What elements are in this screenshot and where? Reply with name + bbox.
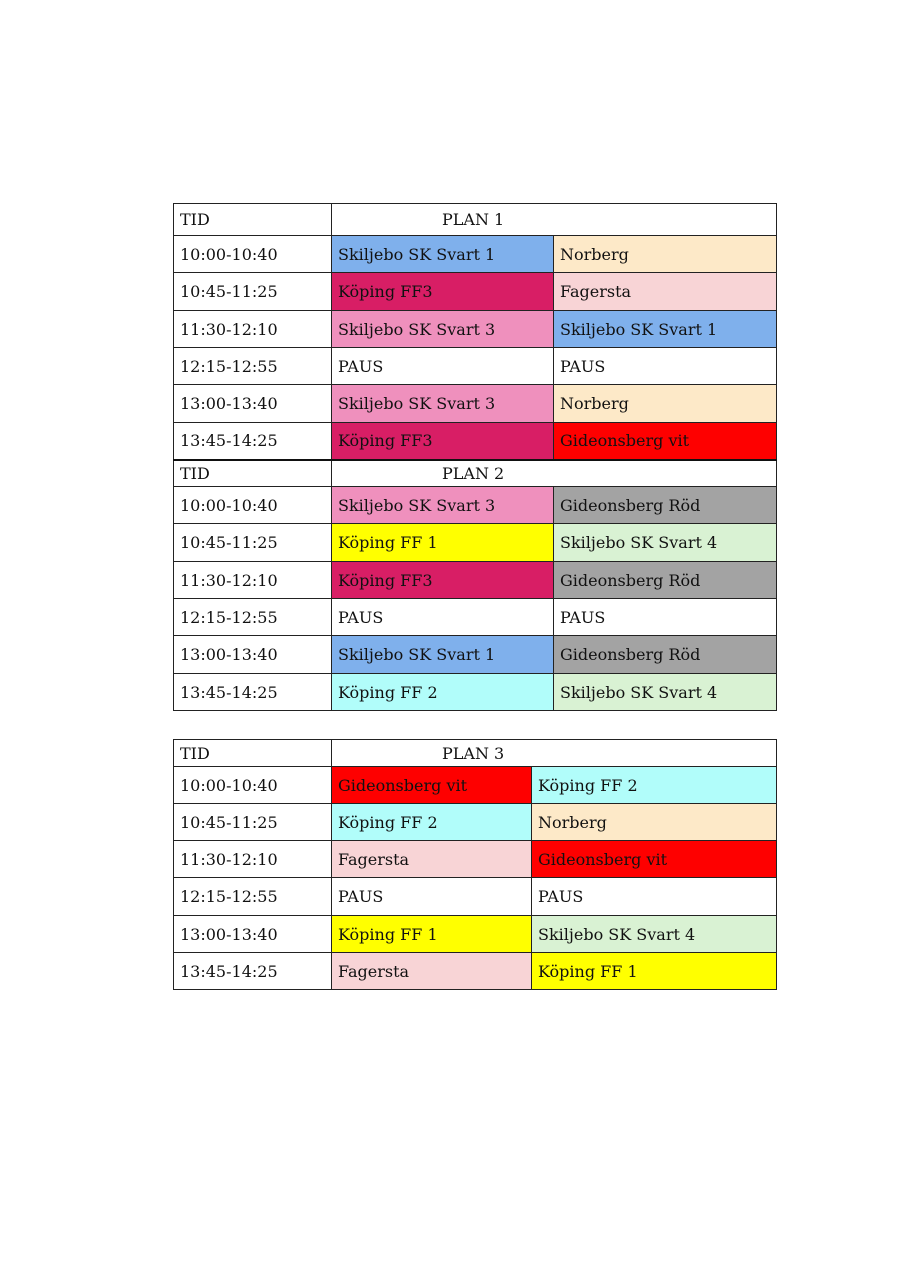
time-cell: 13:45-14:25: [174, 423, 332, 460]
pause-cell: PAUS: [332, 878, 532, 916]
team-cell: Skiljebo SK Svart 4: [554, 674, 777, 711]
time-cell: 10:45-11:25: [174, 804, 332, 841]
plan-title: PLAN 1: [332, 204, 777, 236]
time-cell: 10:00-10:40: [174, 236, 332, 273]
team-cell: Köping FF3: [332, 273, 554, 311]
team-cell: Skiljebo SK Svart 3: [332, 311, 554, 348]
schedule-table-plan-1-2: [173, 203, 777, 711]
time-cell: 10:45-11:25: [174, 273, 332, 311]
time-cell: 12:15-12:55: [174, 599, 332, 636]
time-cell: 11:30-12:10: [174, 562, 332, 599]
plan-title: PLAN 3: [332, 740, 777, 767]
pause-cell: PAUS: [332, 348, 554, 385]
time-cell: 10:45-11:25: [174, 524, 332, 562]
time-cell: 12:15-12:55: [174, 878, 332, 916]
time-cell: 13:45-14:25: [174, 674, 332, 711]
time-cell: 10:00-10:40: [174, 767, 332, 804]
team-cell: Köping FF 1: [332, 524, 554, 562]
team-cell: Köping FF 2: [532, 767, 777, 804]
pause-cell: PAUS: [332, 599, 554, 636]
team-cell: Fagersta: [332, 953, 532, 990]
table-row: [174, 953, 777, 990]
team-cell: Skiljebo SK Svart 1: [554, 311, 777, 348]
table-row: [174, 674, 777, 711]
team-cell: Gideonsberg vit: [332, 767, 532, 804]
team-cell: Fagersta: [332, 841, 532, 878]
time-cell: 13:00-13:40: [174, 385, 332, 423]
table-row: [174, 236, 777, 273]
team-cell: Köping FF 2: [332, 804, 532, 841]
plan-header-row: [174, 204, 777, 236]
team-cell: Köping FF3: [332, 562, 554, 599]
table-row: [174, 878, 777, 916]
table-row: [174, 562, 777, 599]
team-cell: Gideonsberg vit: [554, 423, 777, 460]
table-row: [174, 841, 777, 878]
team-cell: Norberg: [554, 385, 777, 423]
table-row: [174, 804, 777, 841]
time-cell: 11:30-12:10: [174, 841, 332, 878]
time-cell: 13:00-13:40: [174, 636, 332, 674]
tid-header: TID: [174, 740, 332, 767]
team-cell: Gideonsberg vit: [532, 841, 777, 878]
team-cell: Gideonsberg Röd: [554, 487, 777, 524]
time-cell: 12:15-12:55: [174, 348, 332, 385]
team-cell: Gideonsberg Röd: [554, 636, 777, 674]
table-row: [174, 487, 777, 524]
team-cell: Köping FF 1: [532, 953, 777, 990]
table-row: [174, 385, 777, 423]
team-cell: Norberg: [532, 804, 777, 841]
pause-cell: PAUS: [532, 878, 777, 916]
pause-cell: PAUS: [554, 599, 777, 636]
team-cell: Köping FF 1: [332, 916, 532, 953]
table-row: [174, 348, 777, 385]
table-row: [174, 636, 777, 674]
time-cell: 11:30-12:10: [174, 311, 332, 348]
plan-title: PLAN 2: [332, 460, 777, 487]
team-cell: Gideonsberg Röd: [554, 562, 777, 599]
team-cell: Skiljebo SK Svart 1: [332, 636, 554, 674]
team-cell: Skiljebo SK Svart 4: [554, 524, 777, 562]
time-cell: 13:45-14:25: [174, 953, 332, 990]
tid-header: TID: [174, 460, 332, 487]
plan-header-row: [174, 740, 777, 767]
time-cell: 13:00-13:40: [174, 916, 332, 953]
table-row: [174, 599, 777, 636]
team-cell: Norberg: [554, 236, 777, 273]
table-row: [174, 916, 777, 953]
tid-header: TID: [174, 204, 332, 236]
team-cell: Skiljebo SK Svart 3: [332, 385, 554, 423]
pause-cell: PAUS: [554, 348, 777, 385]
table-row: [174, 423, 777, 460]
team-cell: Skiljebo SK Svart 4: [532, 916, 777, 953]
table-row: [174, 524, 777, 562]
time-cell: 10:00-10:40: [174, 487, 332, 524]
plan-header-row: [174, 460, 777, 487]
team-cell: Köping FF3: [332, 423, 554, 460]
team-cell: Köping FF 2: [332, 674, 554, 711]
team-cell: Skiljebo SK Svart 3: [332, 487, 554, 524]
schedule-table-plan-3: [173, 739, 777, 990]
table-row: [174, 767, 777, 804]
team-cell: Skiljebo SK Svart 1: [332, 236, 554, 273]
table-row: [174, 273, 777, 311]
table-row: [174, 311, 777, 348]
team-cell: Fagersta: [554, 273, 777, 311]
